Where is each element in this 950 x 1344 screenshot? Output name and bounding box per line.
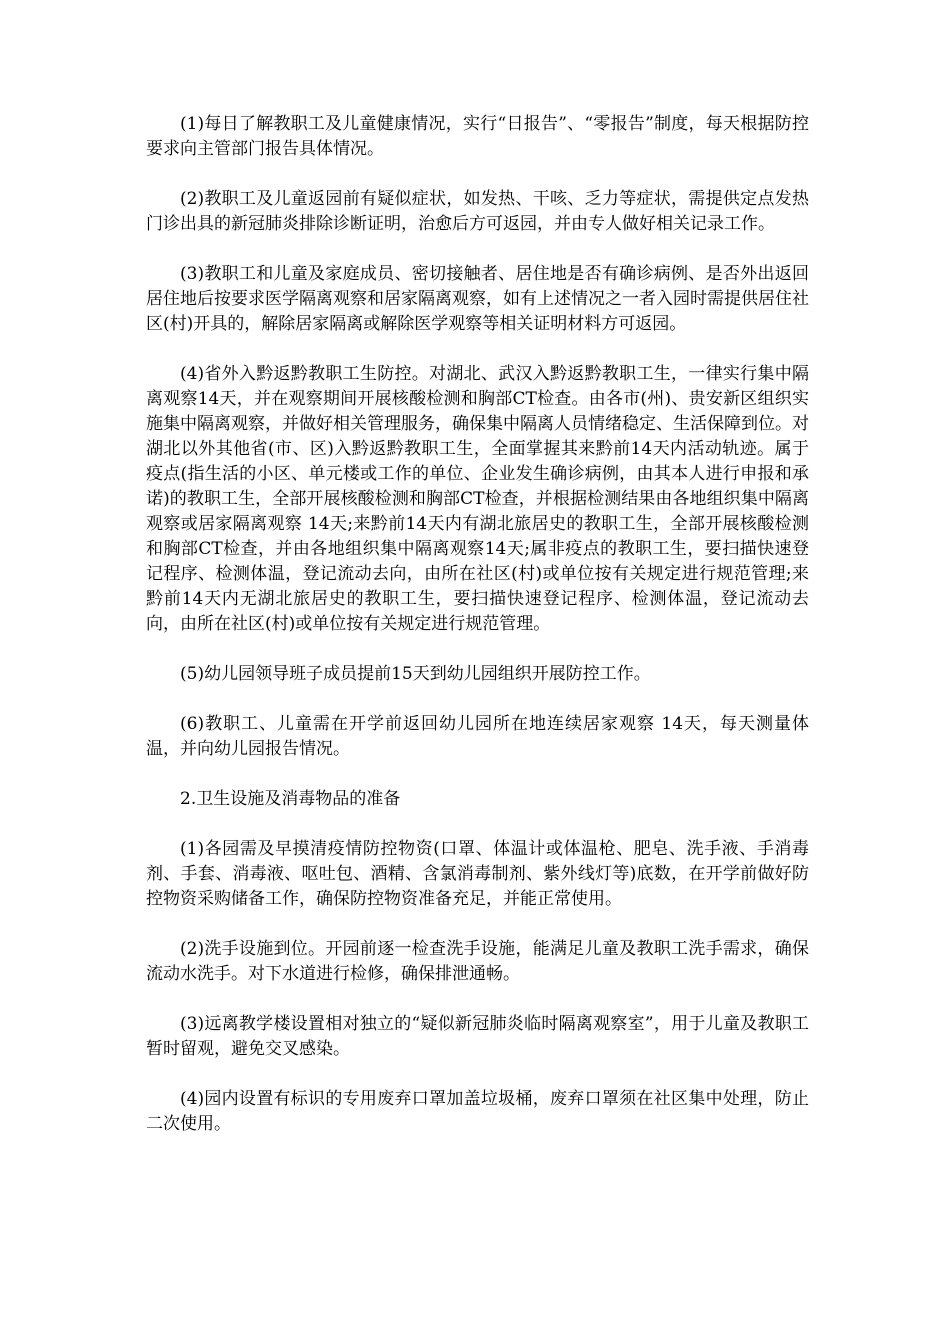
paragraph-contact-isolation: (3)教职工和儿童及家庭成员、密切接触者、居住地是否有确诊病例、是否外出返回居住地后按要求医学隔离观察和居家隔离观察，如有上述情况之一者入园时需提供居住社区(村)开具的，解除居家隔离或解除医学观察等相关证明材料方可返园。: [146, 264, 809, 334]
paragraph-daily-report: (1)每日了解教职工及儿童健康情况，实行“日报告”、“零报告”制度，每天根据防控要求向主管部门报告具体情况。: [146, 114, 809, 159]
section-heading: 2.卫生设施及消毒物品的准备: [180, 789, 401, 809]
paragraph-home-observation: (6)教职工、儿童需在开学前返回幼儿园所在地连续居家观察 14天，每天测量体温，并向幼儿园报告情况。: [146, 714, 809, 759]
paragraph-handwashing: (2)洗手设施到位。开园前逐一检查洗手设施，能满足儿童及教职工洗手需求，确保流动水洗手。对下水道进行检修，确保排泄通畅。: [146, 939, 809, 984]
paragraph-isolation-room: (3)远离教学楼设置相对独立的“疑似新冠肺炎临时隔离观察室”，用于儿童及教职工暂时留观，避免交叉感染。: [146, 1014, 809, 1059]
document-body: [146, 112, 809, 1162]
paragraph-return-symptoms: (2)教职工及儿童返园前有疑似症状，如发热、干咳、乏力等症状，需提供定点发热门诊出具的新冠肺炎排除诊断证明，治愈后方可返园，并由专人做好相关记录工作。: [146, 189, 809, 234]
paragraph-supplies: (1)各园需及早摸清疫情防控物资(口罩、体温计或体温枪、肥皂、洗手液、手消毒剂、手套、消毒液、呕吐包、酒精、含氯消毒制剂、紫外线灯等)底数，在开学前做好防控物资采购储备工作，确保防控物资准备充足，并能正常使用。: [146, 839, 809, 909]
paragraph-leadership: (5)幼儿园领导班子成员提前15天到幼儿园组织开展防控工作。: [180, 664, 651, 684]
paragraph-out-of-province: (4)省外入黔返黔教职工生防控。对湖北、武汉入黔返黔教职工生，一律实行集中隔离观察14天，并在观察期间开展核酸检测和胸部CT检查。由各市(州)、贵安新区组织实施集中隔离观察，并做好相关管理服务，确保集中隔离人员情绪稳定、生活保障到位。对湖北以外其他省(市、区)入黔返黔教职工生，全面掌握其来黔前14天内活动轨迹。属于疫点(指生活的小区、单元楼或工作的单位、企业发生确诊病例，由其本人进行申报和承诺)的教职工生，全部开展核酸检测和胸部CT检查，并根据检测结果由各地组织集中隔离观察或居家隔离观察 14天;来黔前14天内有湖北旅居史的教职工生，全部开展核酸检测和胸部CT检查，并由各地组织集中隔离观察14天;属非疫点的教职工生，要扫描快速登记程序、检测体温，登记流动去向，由所在社区(村)或单位按有关规定进行规范管理;来黔前14天内无湖北旅居史的教职工生，要扫描快速登记程序、检测体温，登记流动去向，由所在社区(村)或单位按有关规定进行规范管理。: [146, 364, 809, 634]
paragraph-mask-bins: (4)园内设置有标识的专用废弃口罩加盖垃圾桶，废弃口罩须在社区集中处理，防止二次使用。: [146, 1089, 809, 1134]
